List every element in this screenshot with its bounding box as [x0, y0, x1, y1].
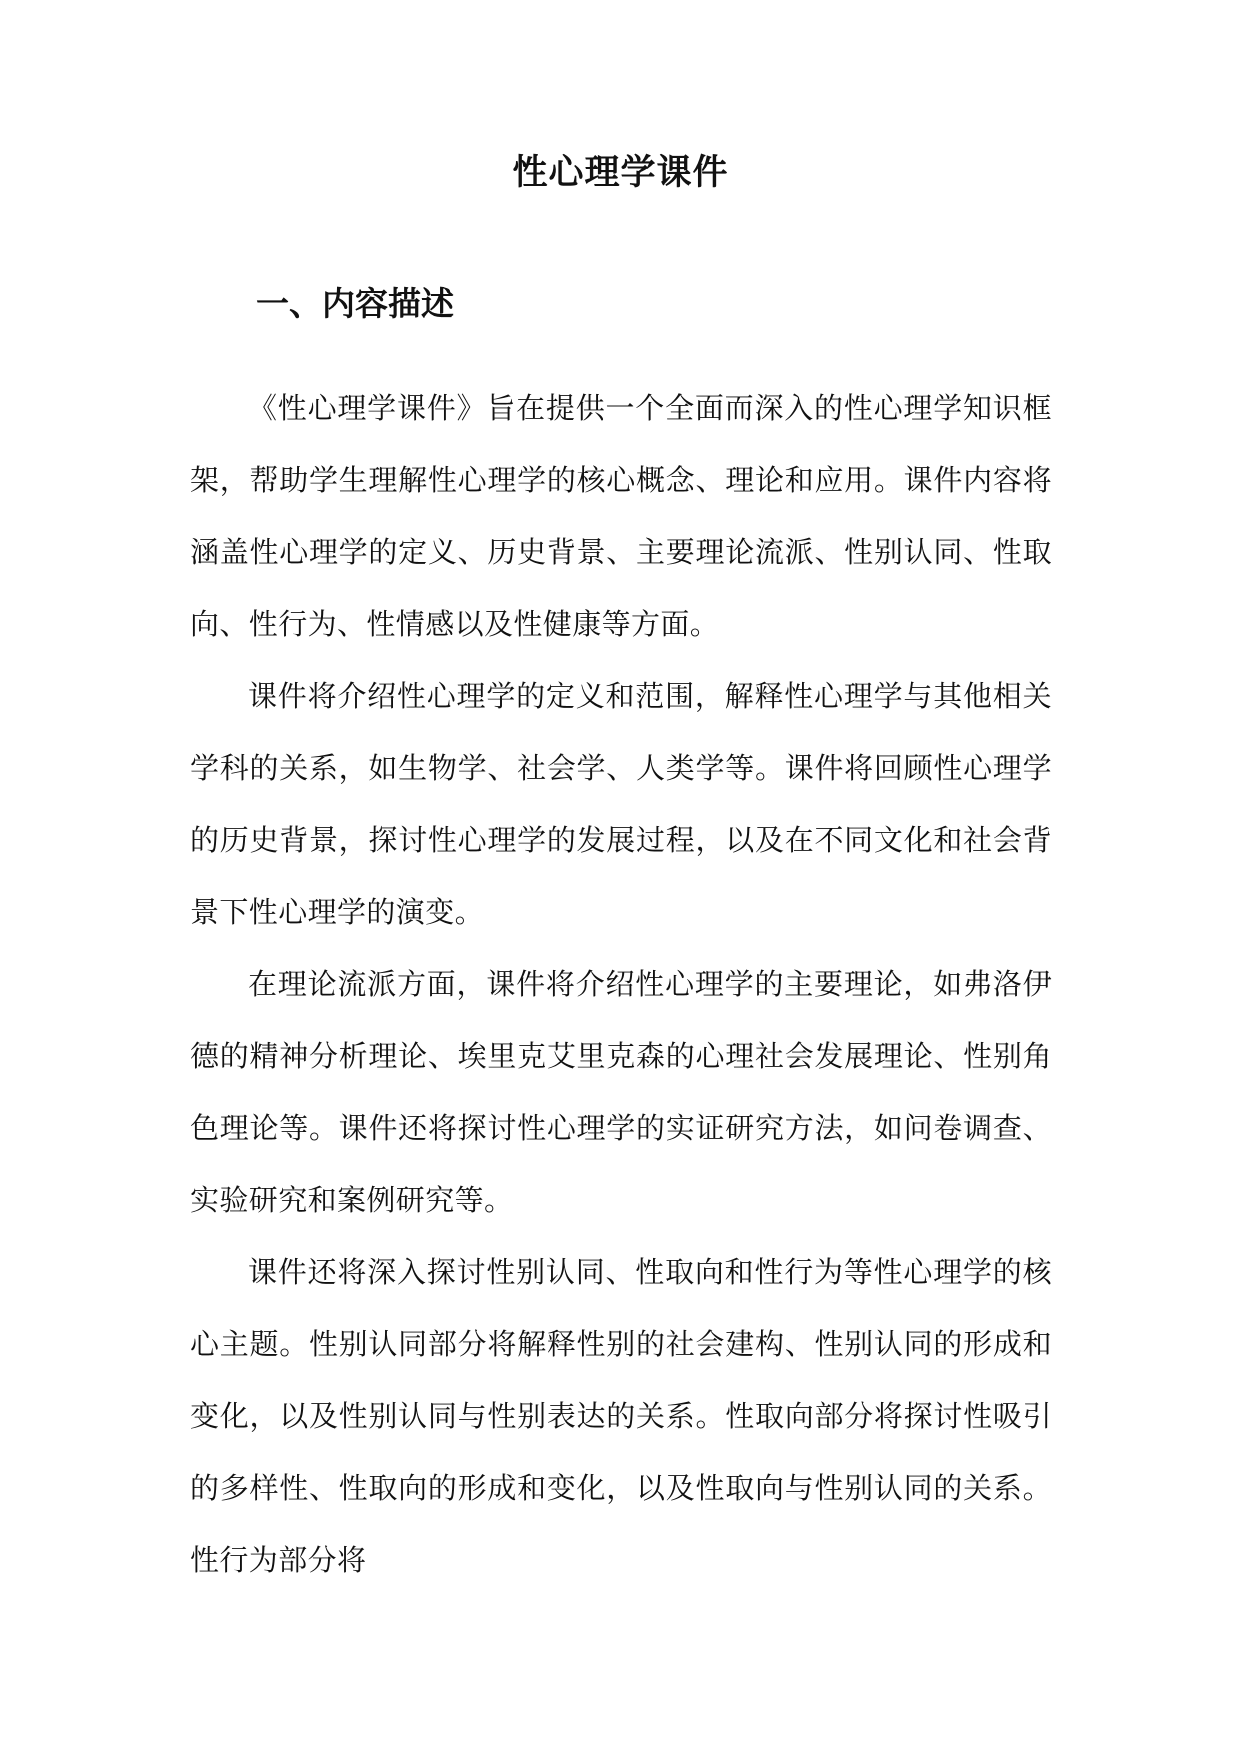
paragraph: 《性心理学课件》旨在提供一个全面而深入的性心理学知识框架，帮助学生理解性心理学的核心概念、理论和应用。课件内容将涵盖性心理学的定义、历史背景、主要理论流派、性别认同、性取向、性行为、性情感以及性健康等方面。 — [190, 391, 1052, 641]
document-title: 性心理学课件 — [512, 152, 729, 193]
section-heading: 一、内容描述 — [256, 284, 454, 323]
paragraph: 课件将介绍性心理学的定义和范围，解释性心理学与其他相关学科的关系，如生物学、社会学、人类学等。课件将回顾性心理学的历史背景，探讨性心理学的发展过程，以及在不同文化和社会背景下性心理学的演变。 — [190, 679, 1052, 929]
paragraph: 在理论流派方面，课件将介绍性心理学的主要理论，如弗洛伊德的精神分析理论、埃里克艾里克森的心理社会发展理论、性别角色理论等。课件还将探讨性心理学的实证研究方法，如问卷调查、实验研究和案例研究等。 — [190, 967, 1052, 1217]
document-body — [190, 372, 1052, 1596]
paragraph: 课件还将深入探讨性别认同、性取向和性行为等性心理学的核心主题。性别认同部分将解释性别的社会建构、性别认同的形成和变化，以及性别认同与性别表达的关系。性取向部分将探讨性吸引的多样性、性取向的形成和变化，以及性取向与性别认同的关系。性行为部分将 — [190, 1255, 1052, 1577]
